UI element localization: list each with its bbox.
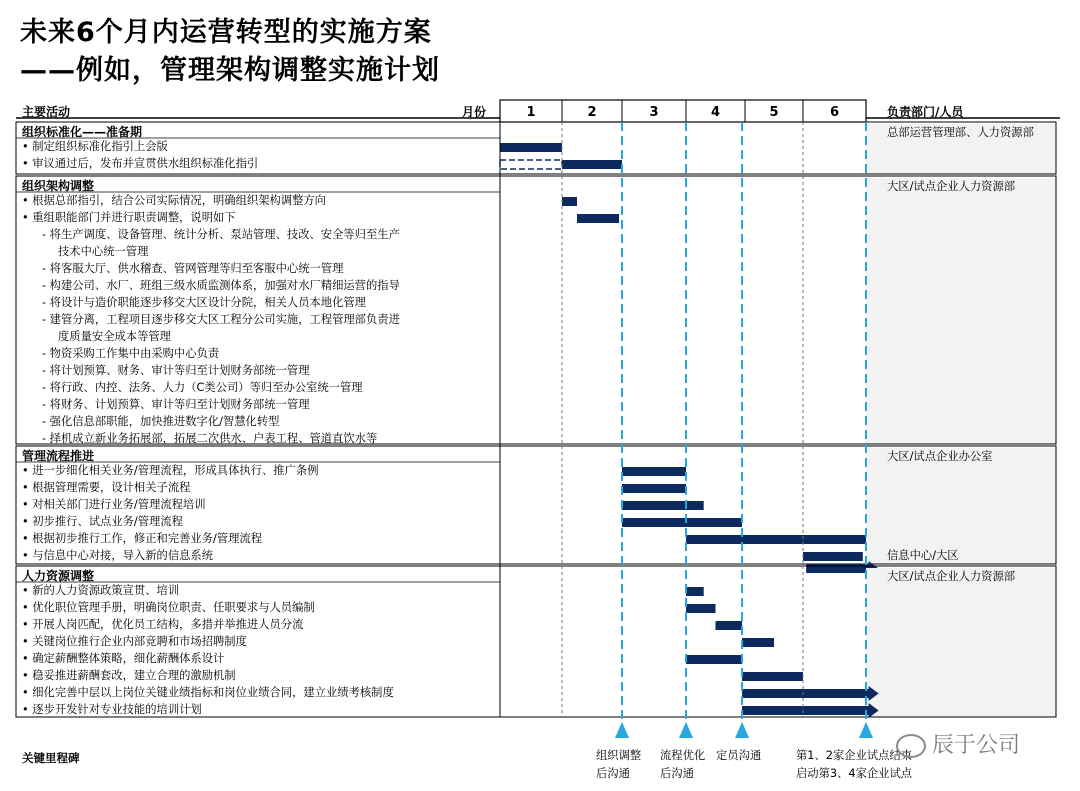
header-month: 月份 — [462, 105, 487, 119]
section-title: 组织架构调整 — [22, 179, 95, 193]
activity-item: • 新的人力资源政策宣贯、培训 — [22, 584, 180, 597]
gantt-bar — [562, 197, 577, 206]
section-dept: 大区/试点企业办公室 — [887, 450, 993, 463]
milestone-caption: 流程优化 后沟通 — [660, 749, 706, 780]
milestone-marker — [735, 722, 749, 738]
activity-item: • 进一步细化相关业务/管理流程，形成具体执行、推广条例 — [22, 464, 319, 477]
gantt-bar — [622, 518, 742, 527]
gantt-bar — [803, 552, 863, 561]
watermark: 辰于公司 — [896, 728, 1020, 759]
activity-item: - 强化信息部职能，加快推进数字化/智慧化转型 — [42, 415, 280, 428]
activity-item: • 审议通过后，发布并宣贯供水组织标准化指引 — [22, 157, 259, 170]
section-title: 管理流程推进 — [22, 449, 95, 463]
activity-item: - 择机成立新业务拓展部，拓展二次供水、户表工程、管道直饮水等 — [42, 432, 378, 445]
section-dept: 大区/试点企业人力资源部 — [887, 180, 1016, 193]
gantt-bar — [500, 143, 562, 152]
gantt-arrow — [742, 703, 879, 718]
activity-item: • 与信息中心对接，导入新的信息系统 — [22, 549, 214, 562]
gantt-bar — [686, 655, 742, 664]
activity-item: • 制定组织标准化指引上会版 — [22, 140, 168, 153]
gantt-arrow — [742, 686, 879, 701]
gantt-bar — [622, 467, 686, 476]
milestone-caption: 定员沟通 — [716, 749, 762, 762]
activity-item: 技术中心统一管理 — [58, 245, 149, 258]
activity-item: • 根据初步推行工作，修正和完善业务/管理流程 — [22, 532, 263, 545]
header-dept: 负责部门/人员 — [887, 105, 964, 119]
month-label: 1 — [526, 105, 536, 120]
activity-item: - 将行政、内控、法务、人力（C类公司）等归至办公室统一管理 — [42, 381, 363, 394]
gantt-bar — [686, 535, 866, 544]
month-header-box — [500, 100, 866, 122]
gantt-bar-dashed — [500, 160, 562, 169]
wechat-icon — [896, 734, 926, 758]
activity-item: - 建管分离，工程项目逐步移交大区工程分公司实施，工程管理部负责进 — [42, 313, 400, 326]
section-extra-dept: 信息中心/大区 — [887, 549, 959, 562]
activity-item: • 稳妥推进薪酬套改，建立合理的激励机制 — [22, 669, 236, 682]
activity-item: - 将计划预算、财务、审计等归至计划财务部统一管理 — [42, 364, 310, 377]
page-title: 未来6个月内运营转型的实施方案 — [20, 17, 432, 48]
milestone-caption: 第1、2家企业试点结束 启动第3、4家企业试点 — [796, 749, 913, 780]
activity-item: - 将财务、计划预算、审计等归至计划财务部统一管理 — [42, 398, 310, 411]
activity-item: • 对相关部门进行业务/管理流程培训 — [22, 498, 206, 511]
gantt-bar — [742, 638, 774, 647]
activity-item: • 优化职位管理手册，明确岗位职责、任职要求与人员编制 — [22, 601, 315, 614]
gantt-bar — [622, 501, 704, 510]
activity-item: • 逐步开发针对专业技能的培训计划 — [22, 703, 202, 716]
activity-item: • 初步推行、试点业务/管理流程 — [22, 515, 183, 528]
activity-item: - 物资采购工作集中由采购中心负责 — [42, 347, 220, 360]
activity-item: • 根据总部指引，结合公司实际情况，明确组织架构调整方向 — [22, 194, 326, 207]
milestone-label: 关键里程碑 — [22, 751, 80, 765]
dept-column-bg — [866, 568, 1056, 717]
activity-item: 度质量安全成本等管理 — [58, 330, 171, 343]
section-title: 组织标准化——准备期 — [22, 125, 143, 139]
section-dept: 总部运营管理部、人力资源部 — [887, 126, 1034, 139]
milestone-caption: 组织调整 后沟通 — [596, 749, 642, 780]
activity-item: - 构建公司、水厂、班组三级水质监测体系，加强对水厂精细运营的指导 — [42, 279, 400, 292]
activity-item: • 重组职能部门并进行职责调整，说明如下 — [22, 211, 236, 224]
month-label: 3 — [649, 105, 659, 120]
activity-item: • 开展人岗匹配，优化员工结构，多措并举推进人员分流 — [22, 618, 304, 631]
month-label: 6 — [829, 105, 840, 120]
activity-item: - 将生产调度、设备管理、统计分析、泵站管理、技改、安全等归至生产 — [42, 228, 400, 241]
activity-item: • 根据管理需要，设计相关子流程 — [22, 481, 191, 494]
gantt-bar — [742, 672, 803, 681]
month-label: 5 — [769, 105, 779, 120]
gantt-bar — [562, 160, 622, 169]
activity-item: • 确定薪酬整体策略，细化薪酬体系设计 — [22, 652, 225, 665]
activity-item: • 细化完善中层以上岗位关键业绩指标和岗位业绩合同，建立业绩考核制度 — [22, 686, 394, 699]
gantt-bar — [622, 484, 686, 493]
activity-item: - 将设计与造价职能逐步移交大区设计分院，相关人员本地化管理 — [42, 296, 366, 309]
section-dept: 大区/试点企业人力资源部 — [887, 570, 1016, 583]
activity-item: - 将客服大厅、供水稽查、管网管理等归至客服中心统一管理 — [42, 262, 344, 275]
milestone-marker — [859, 722, 873, 738]
header-activities: 主要活动 — [22, 105, 71, 119]
month-label: 4 — [710, 105, 721, 120]
page-subtitle: ——例如，管理架构调整实施计划 — [20, 55, 440, 86]
section-title: 人力资源调整 — [22, 569, 95, 583]
milestone-marker — [615, 722, 629, 738]
gantt-bar — [716, 621, 743, 630]
dept-column-bg — [866, 178, 1056, 444]
activity-item: • 关键岗位推行企业内部竞聘和市场招聘制度 — [22, 635, 247, 648]
month-label: 2 — [587, 105, 597, 120]
gantt-bar — [686, 587, 704, 596]
gantt-bar — [577, 214, 619, 223]
gantt-bar — [686, 604, 716, 613]
milestone-marker — [679, 722, 693, 738]
